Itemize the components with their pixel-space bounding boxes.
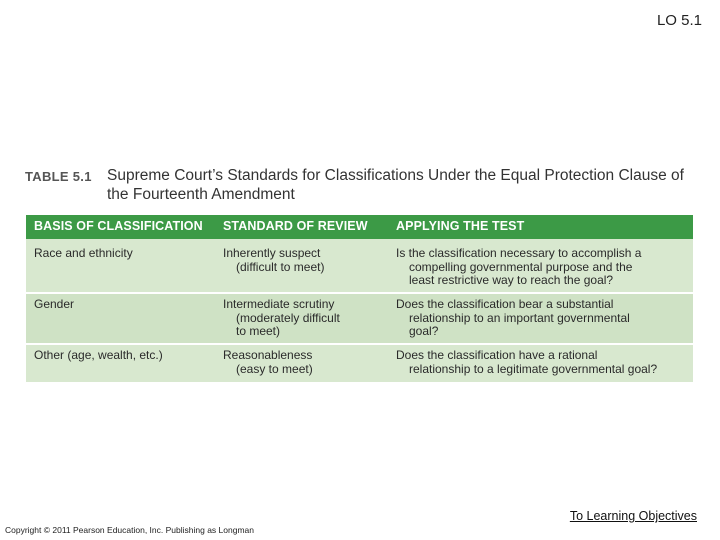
cell-standard [223, 298, 340, 339]
classification-standards-table [26, 215, 693, 382]
header-basis: BASIS OF CLASSIFICATION [34, 219, 203, 233]
cell-text: Other (age, wealth, etc.) [34, 348, 163, 362]
copyright-notice: Copyright © 2011 Pearson Education, Inc. Publishing as Longman [5, 525, 254, 535]
cell-text: goal? [409, 324, 439, 338]
table-number: TABLE 5.1 [25, 169, 92, 184]
cell-text: Does the classification have a rational [396, 348, 598, 362]
cell-text: (difficult to meet) [236, 259, 325, 274]
header-test: APPLYING THE TEST [396, 219, 525, 233]
learning-objective-label: LO 5.1 [656, 12, 702, 29]
table-title: Supreme Court’s Standards for Classifications Under the Equal Protection Clause of the Fourteenth Amendment [107, 167, 684, 203]
cell-text: Is the classification necessary to accomplish a [396, 246, 642, 260]
cell-test [396, 247, 641, 288]
cell-text: to meet) [236, 324, 281, 338]
cell-text: compelling governmental purpose and the [409, 259, 633, 274]
cell-text: Reasonableness [223, 348, 313, 362]
cell-basis [34, 247, 133, 261]
cell-text: Race and ethnicity [34, 246, 133, 260]
cell-text: relationship to an important governmental [409, 310, 630, 325]
cell-text: (easy to meet) [236, 361, 313, 376]
header-standard: STANDARD OF REVIEW [223, 219, 368, 233]
cell-text: least restrictive way to reach the goal? [409, 273, 614, 287]
table-row [26, 294, 693, 343]
cell-text: Gender [34, 297, 75, 311]
cell-text: Inherently suspect [223, 246, 321, 260]
cell-test [396, 298, 630, 339]
table-row [26, 345, 693, 382]
cell-text: Intermediate scrutiny [223, 297, 335, 311]
table-header-row [26, 215, 693, 239]
cell-text: relationship to a legitimate governmental goal? [409, 361, 658, 376]
learning-objectives-link[interactable]: To Learning Objectives [569, 509, 697, 523]
cell-standard [223, 349, 313, 376]
cell-basis [34, 298, 74, 312]
table-row [26, 239, 693, 292]
cell-basis [34, 349, 163, 363]
cell-text: Does the classification bear a substantial [396, 297, 614, 311]
cell-text: (moderately difficult [236, 310, 340, 325]
cell-test [396, 349, 657, 376]
cell-standard [223, 247, 324, 274]
